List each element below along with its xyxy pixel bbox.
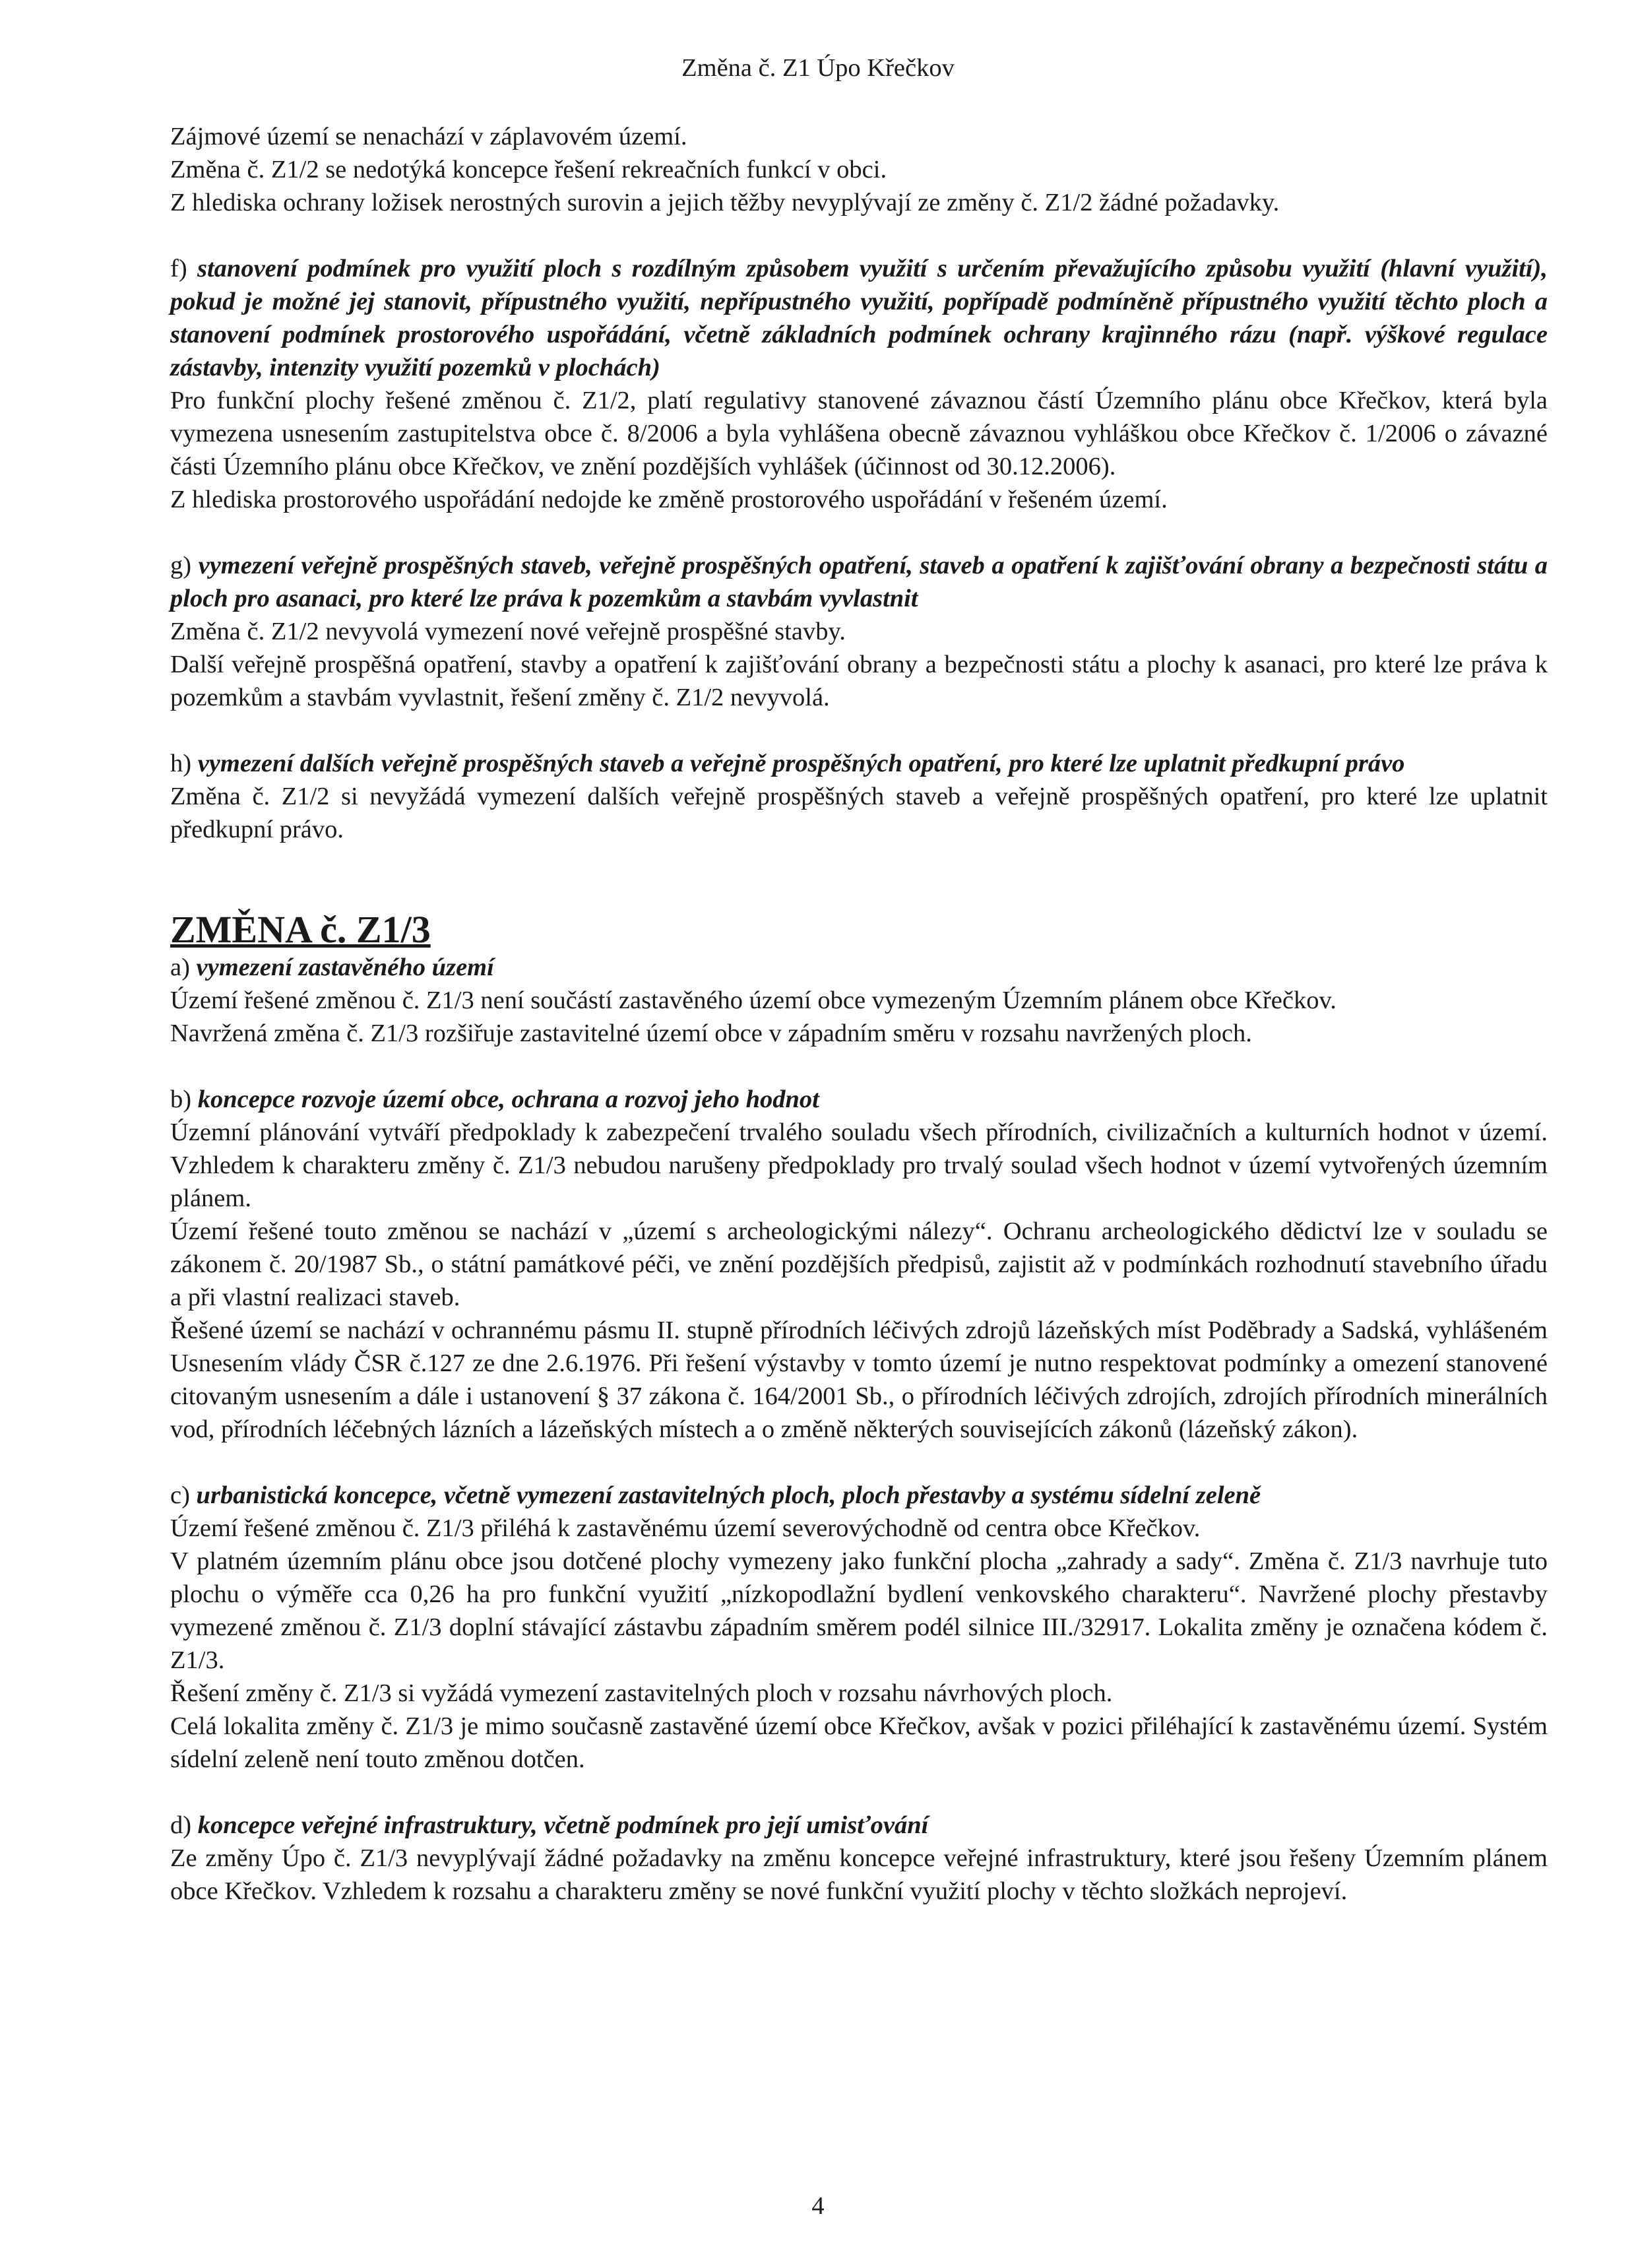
- document-body: [170, 120, 1548, 1908]
- section-h-heading: [170, 747, 1548, 780]
- section-b-mark: b): [170, 1085, 192, 1113]
- section-d-heading: [170, 1809, 1548, 1842]
- section-b-heading-text: koncepce rozvoje území obce, ochrana a rozvoj jeho hodnot: [197, 1085, 819, 1113]
- section-a-heading: [170, 951, 1548, 984]
- section-f-heading-text: stanovení podmínek pro využití ploch s rozdílným způsobem využití s určením převažujícího způsobu využití (hlavní využití), pokud je možné jej stanovit, přípustného využití, nepřípustného využití, popřípadě podmíněně přípustného využití těchto ploch a stanovení podmínek prostorového uspořádání, včetně základních podmínek ochrany krajinného rázu (např. výškové regulace zástavby, intenzity využití pozemků v plochách): [170, 255, 1548, 381]
- section-a-mark: a): [170, 954, 190, 981]
- section-g-mark: g): [170, 552, 192, 579]
- section-g-paragraph-1: Změna č. Z1/2 nevyvolá vymezení nové veřejně prospěšné stavby.: [170, 618, 846, 645]
- section-c-paragraph-1: Území řešené změnou č. Z1/3 přiléhá k zastavěnému území severovýchodně od centra obce Křečkov.: [170, 1514, 1201, 1542]
- section-f-paragraph-2: Z hlediska prostorového uspořádání nedojde ke změně prostorového uspořádání v řešeném území.: [170, 486, 1168, 513]
- section-c-paragraph-2: V platném územním plánu obce jsou dotčené plochy vymezeny jako funkční plocha „zahrady a sady“. Změna č. Z1/3 navrhuje tuto plochu o výměře cca 0,26 ha pro funkční využití „nízkopodlažní bydlení venkovského charakteru“. Navržené plochy přestavby vymezené změnou č. Z1/3 doplní stávající zástavbu západním směrem podél silnice III./32917. Lokalita změny je označena kódem č. Z1/3.: [170, 1547, 1548, 1674]
- section-h-paragraph-1: Změna č. Z1/2 si nevyžádá vymezení dalších veřejně prospěšných staveb a veřejně prospěšných opatření, pro které lze uplatnit předkupní právo.: [170, 783, 1548, 843]
- section-title-z13: ZMĚNA č. Z1/3: [170, 908, 431, 951]
- section-c-mark: c): [170, 1481, 190, 1509]
- section-b-paragraph-3: Řešené území se nachází v ochrannému pásmu II. stupně přírodních léčivých zdrojů lázeňských míst Poděbrady a Sadská, vyhlášeném Usnesením vlády ČSR č.127 ze dne 2.6.1976. Při řešení výstavby v tomto území je nutno respektovat podmínky a omezení stanovené citovaným usnesením a dále i ustanovení § 37 zákona č. 164/2001 Sb., o přírodních léčivých zdrojích, zdrojích přírodních minerálních vod, přírodních léčebných lázních a lázeňských místech a o změně některých souvisejících zákonů (lázeňský zákon).: [170, 1316, 1548, 1443]
- section-c-paragraph-4: Celá lokalita změny č. Z1/3 je mimo současně zastavěné území obce Křečkov, avšak v pozici přiléhající k zastavěnému území. Systém sídelní zeleně není touto změnou dotčen.: [170, 1712, 1548, 1773]
- section-c-heading-text: urbanistická koncepce, včetně vymezení zastavitelných ploch, ploch přestavby a systému sídelní zeleně: [196, 1481, 1261, 1509]
- section-d-mark: d): [170, 1811, 192, 1839]
- section-b-paragraph-1: Územní plánování vytváří předpoklady k zabezpečení trvalého souladu všech přírodních, civilizačních a kulturních hodnot v území. Vzhledem k charakteru změny č. Z1/3 nebudou narušeny předpoklady pro trvalý soulad všech hodnot v území vytvořených územním plánem.: [170, 1118, 1548, 1212]
- intro-line-1: Zájmové území se nenachází v záplavovém území.: [170, 123, 687, 150]
- page-number: 4: [811, 2192, 825, 2220]
- section-h-mark: h): [170, 750, 192, 777]
- section-d-paragraph-1: Ze změny Úpo č. Z1/3 nevyplývají žádné požadavky na změnu koncepce veřejné infrastruktury, které jsou řešeny Územním plánem obce Křečkov. Vzhledem k rozsahu a charakteru změny se nové funkční využití plochy v těchto složkách neprojeví.: [170, 1844, 1548, 1905]
- section-a-paragraph-2: Navržená změna č. Z1/3 rozšiřuje zastavitelné území obce v západním směru v rozsahu navržených ploch.: [170, 1020, 1252, 1047]
- section-b-heading: [170, 1083, 1548, 1116]
- intro-line-3: Z hlediska ochrany ložisek nerostných surovin a jejich těžby nevyplývají ze změny č. Z1/2 žádné požadavky.: [170, 189, 1280, 216]
- section-h-heading-text: vymezení dalších veřejně prospěšných staveb a veřejně prospěšných opatření, pro které lze uplatnit předkupní právo: [197, 750, 1405, 777]
- section-c-paragraph-3: Řešení změny č. Z1/3 si vyžádá vymezení zastavitelných ploch v rozsahu návrhových ploch.: [170, 1679, 1113, 1707]
- intro-line-2: Změna č. Z1/2 se nedotýká koncepce řešení rekreačních funkcí v obci.: [170, 156, 887, 183]
- section-f-mark: f): [170, 255, 187, 282]
- section-d-heading-text: koncepce veřejné infrastruktury, včetně podmínek pro její umisťování: [197, 1811, 929, 1839]
- section-g-heading: [170, 549, 1548, 615]
- section-f-heading: [170, 252, 1548, 384]
- section-c-heading: [170, 1479, 1548, 1512]
- section-f-paragraph-1: Pro funkční plochy řešené změnou č. Z1/2, platí regulativy stanovené závaznou částí Územního plánu obce Křečkov, která byla vymezena usnesením zastupitelstva obce č. 8/2006 a byla vyhlášena obecně závaznou vyhláškou obce Křečkov č. 1/2006 o závazné části Územního plánu obce Křečkov, ve znění pozdějších vyhlášek (účinnost od 30.12.2006).: [170, 387, 1548, 480]
- page-header: Změna č. Z1 Úpo Křečkov: [681, 54, 955, 82]
- section-g-heading-text: vymezení veřejně prospěšných staveb, veřejně prospěšných opatření, staveb a opatření k zajišťování obrany a bezpečnosti státu a ploch pro asanaci, pro které lze práva k pozemkům a stavbám vyvlastnit: [170, 552, 1548, 612]
- section-b-paragraph-2: Území řešené touto změnou se nachází v „území s archeologickými nálezy“. Ochranu archeologického dědictví lze v souladu se zákonem č. 20/1987 Sb., o státní památkové péči, ve znění pozdějších předpisů, zajistit až v podmínkách rozhodnutí stavebního úřadu a při vlastní realizaci staveb.: [170, 1217, 1548, 1311]
- section-g-paragraph-2: Další veřejně prospěšná opatření, stavby a opatření k zajišťování obrany a bezpečnosti státu a plochy k asanaci, pro které lze práva k pozemkům a stavbám vyvlastnit, řešení změny č. Z1/2 nevyvolá.: [170, 651, 1548, 711]
- section-a-paragraph-1: Území řešené změnou č. Z1/3 není součástí zastavěného území obce vymezeným Územním plánem obce Křečkov.: [170, 987, 1337, 1014]
- section-a-heading-text: vymezení zastavěného území: [196, 954, 494, 981]
